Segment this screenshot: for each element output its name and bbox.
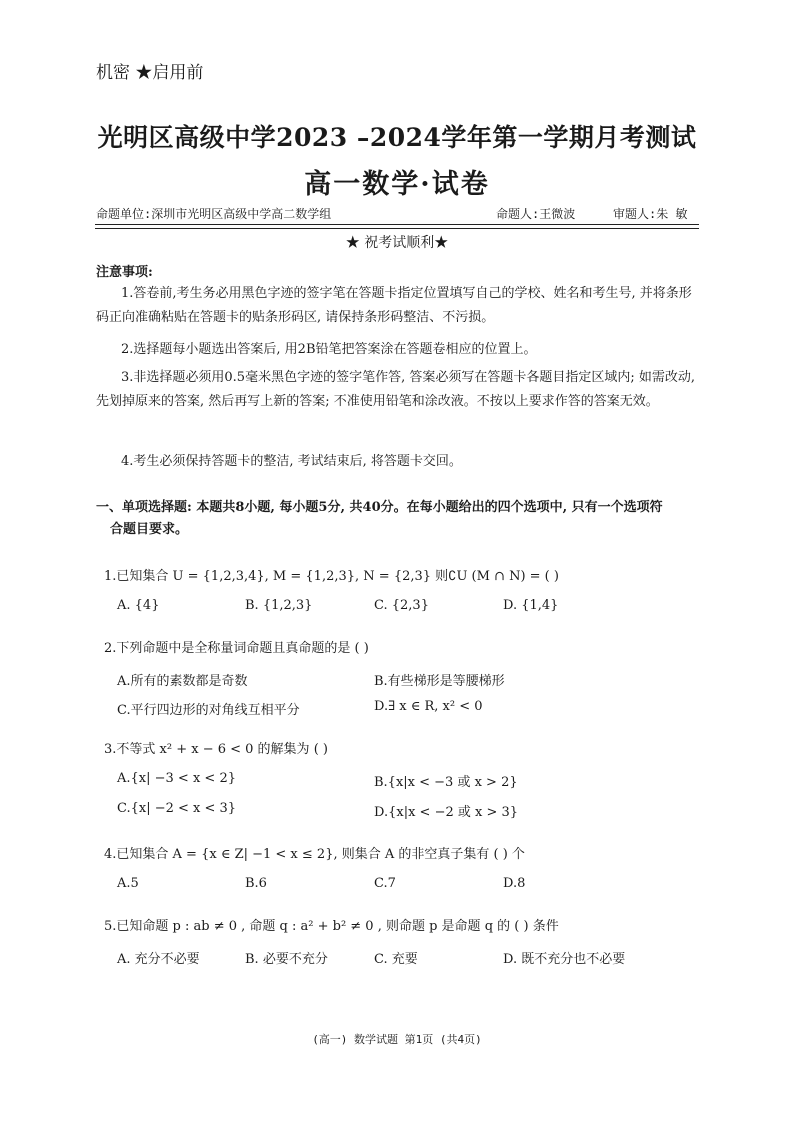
- question-4-option-d: D.8: [503, 876, 526, 891]
- question-1-option-c: C. {2,3}: [374, 598, 429, 613]
- question-3-option-d: D.{x|x < −2 或 x > 3}: [374, 805, 519, 820]
- question-1-option-d: D. {1,4}: [503, 598, 559, 613]
- section-heading: [96, 497, 700, 541]
- authoring-unit: 命题单位:深圳市光明区高级中学高二数学组: [96, 207, 332, 221]
- question-4-option-c: C.7: [374, 876, 396, 891]
- reviewer: 审题人:朱 敏: [613, 207, 688, 221]
- question-4-option-b: B.6: [245, 876, 267, 891]
- question-2-option-c: C.平行四边形的对角线互相平分: [117, 703, 300, 718]
- section-heading-line2: 合题目要求。: [110, 522, 189, 537]
- notice-item-1: 1.答卷前,考生务必用黑色字迹的签字笔在答题卡指定位置填写自己的学校、姓名和考生号, 并将条形码正向准确粘贴在答题卡的贴条形码区, 请保持条形码整洁、不污损。: [96, 286, 692, 325]
- exam-subtitle: 高一数学·试卷: [304, 169, 490, 200]
- section-heading-line1: 一、单项选择题: 本题共8小题, 每小题5分, 共40分。在每小题给出的四个选项中, 只有一个选项符: [96, 500, 663, 515]
- author: 命题人:王微波: [496, 207, 576, 221]
- question-4-stem: 4.已知集合 A = {x ∈ Z| −1 < x ≤ 2}, 则集合 A 的非空真子集有 ( ) 个: [104, 847, 525, 862]
- question-2-option-d: D.∃ x ∈ R, x² < 0: [374, 699, 483, 714]
- question-2-stem: 2.下列命题中是全称量词命题且真命题的是 ( ): [104, 641, 369, 656]
- question-1-stem: 1.已知集合 U = {1,2,3,4}, M = {1,2,3}, N = {2,3} 则∁U (M ∩ N) = ( ): [104, 569, 559, 584]
- header-divider-bottom: [95, 228, 699, 229]
- notice-item-4: 4.考生必须保持答题卡的整洁, 考试结束后, 将答题卡交回。: [121, 454, 462, 469]
- question-3-stem: 3.不等式 x² + x − 6 < 0 的解集为 ( ): [104, 742, 328, 757]
- question-5-option-b: B. 必要不充分: [245, 952, 328, 967]
- header-divider-top: [95, 224, 699, 225]
- question-3-option-a: A.{x| −3 < x < 2}: [117, 771, 236, 786]
- page-footer: (高一) 数学试题 第1页 (共4页): [312, 1033, 482, 1046]
- question-5-option-a: A. 充分不必要: [117, 952, 200, 967]
- question-1-option-a: A. {4}: [117, 598, 160, 613]
- question-5-option-d: D. 既不充分也不必要: [503, 952, 626, 967]
- question-5-stem: 5.已知命题 p : ab ≠ 0 , 命题 q : a² + b² ≠ 0 , 则命题 p 是命题 q 的 ( ) 条件: [104, 919, 559, 934]
- question-5-option-c: C. 充要: [374, 952, 418, 967]
- question-4-option-a: A.5: [117, 876, 139, 891]
- confidential-label: 机密 ★启用前: [96, 63, 204, 83]
- notice-title: 注意事项:: [96, 265, 153, 280]
- notice-item-3: 3.非选择题必须用0.5毫米黑色字迹的签字笔作答, 答案必须写在答题卡各题目指定区域内; 如需改动, 先划掉原来的答案, 然后再写上新的答案; 不准使用铅笔和涂改液。不按以上要求作答的答案无效。: [96, 370, 695, 409]
- exam-title: 光明区高级中学2023 –2024学年第一学期月考测试: [97, 123, 697, 152]
- question-3-option-c: C.{x| −2 < x < 3}: [117, 801, 237, 816]
- question-2-option-b: B.有些梯形是等腰梯形: [374, 674, 505, 689]
- question-1-option-b: B. {1,2,3}: [245, 598, 313, 613]
- good-luck-banner: ★ 祝考试顺利★: [345, 235, 449, 251]
- question-3-option-b: B.{x|x < −3 或 x > 2}: [374, 775, 518, 790]
- question-2-option-a: A.所有的素数都是奇数: [117, 674, 248, 689]
- notice-item-2: 2.选择题每小题选出答案后, 用2B铅笔把答案涂在答题卷相应的位置上。: [121, 342, 537, 357]
